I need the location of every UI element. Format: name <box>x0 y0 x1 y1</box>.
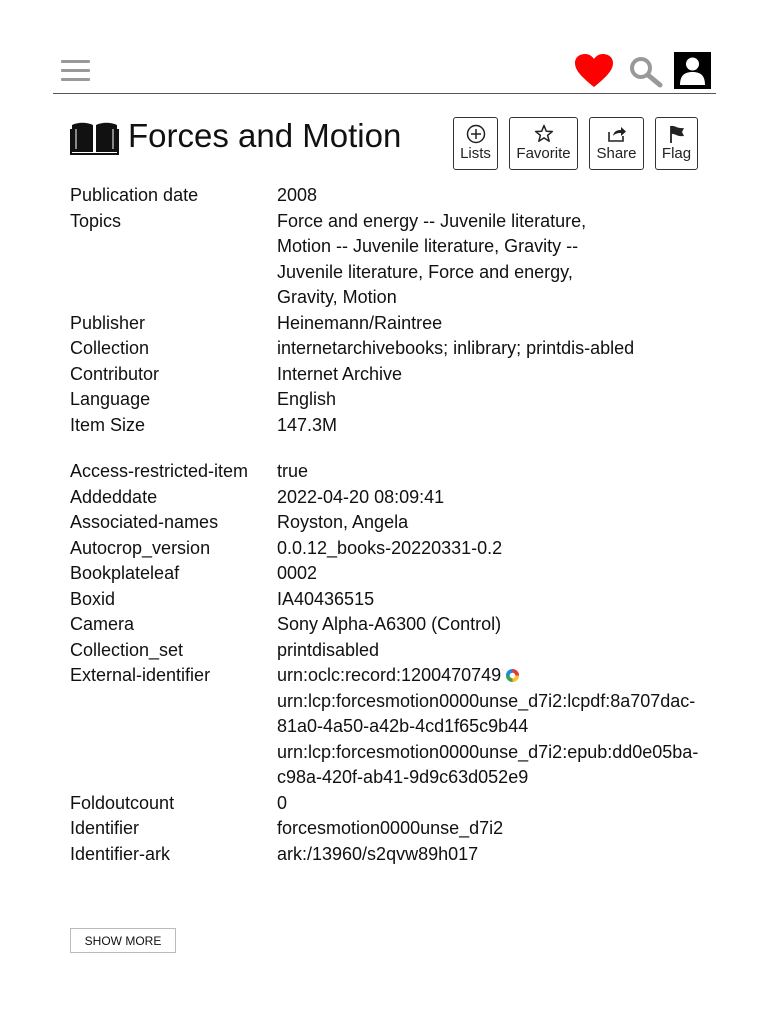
metadata-row-contributor <box>70 362 650 388</box>
metadata-row-external-identifier <box>70 663 699 791</box>
metadata-key: Bookplateleaf <box>70 563 180 583</box>
metadata-row-associated-names <box>70 510 650 536</box>
metadata-key: Camera <box>70 614 135 634</box>
metadata-row-addeddate <box>70 485 650 511</box>
metadata-row-identifier <box>70 816 650 842</box>
metadata-key: Publication date <box>70 185 199 205</box>
metadata-value[interactable]: English <box>277 389 337 409</box>
metadata-value: 0 <box>277 792 288 813</box>
page-title: Forces and Motion <box>128 117 402 154</box>
share-button[interactable] <box>589 117 644 170</box>
metadata-row-language <box>70 387 650 413</box>
external-identifier-lcpdf: urn:lcp:forcesmotion0000unse_d7i2:lcpdf:8a707dac-81a0-4a50-a42b-4cd1f65c9b44 <box>277 690 696 736</box>
metadata-key: Foldoutcount <box>70 792 175 813</box>
metadata-value: printdisabled <box>277 639 380 660</box>
metadata-key: Addeddate <box>70 486 158 507</box>
heart-icon[interactable] <box>575 54 613 88</box>
metadata-value: true <box>277 461 309 481</box>
metadata-row-foldoutcount <box>70 791 650 817</box>
favorite-button-label: Favorite <box>516 145 571 162</box>
metadata-row-publisher <box>70 311 650 337</box>
metadata-row-identifier-ark <box>70 842 650 868</box>
metadata-row-publication-date <box>70 183 650 209</box>
metadata-key: Collection <box>70 338 150 358</box>
metadata-value: 0002 <box>277 563 318 583</box>
metadata-key: Item Size <box>70 414 146 435</box>
metadata-row-collection-set <box>70 638 650 664</box>
metadata-row-topics <box>70 209 650 311</box>
metadata-row-item-size <box>70 413 650 439</box>
flag-icon <box>667 124 687 144</box>
share-button-label: Share <box>596 145 637 162</box>
metadata-key: Collection_set <box>70 639 184 660</box>
oclc-icon[interactable] <box>505 668 520 683</box>
external-identifier-oclc <box>277 663 637 689</box>
metadata-row-collection <box>70 336 650 362</box>
metadata-value[interactable]: Force and energy -- Juvenile literature, Motion -- Juvenile literature, Gravity -- Juvenile literature, Force and energy, Gravity, Motion <box>277 210 587 307</box>
show-more-button[interactable]: SHOW MORE <box>70 928 176 953</box>
metadata-key: Identifier <box>70 818 140 838</box>
metadata-value <box>277 663 699 791</box>
hamburger-icon[interactable] <box>61 59 91 83</box>
metadata-key: Identifier-ark <box>70 843 171 864</box>
metadata-value: 147.3M <box>277 414 338 435</box>
metadata-key: Publisher <box>70 312 146 333</box>
metadata-value[interactable]: internetarchivebooks; inlibrary; printdis-abled <box>277 338 635 358</box>
metadata-value: Royston, Angela <box>277 512 409 532</box>
star-icon <box>534 124 554 144</box>
metadata-key: Contributor <box>70 363 160 384</box>
lists-button-label: Lists <box>460 145 491 162</box>
metadata-value: ark:/13960/s2qvw89h017 <box>277 843 479 864</box>
metadata-value: Sony Alpha-A6300 (Control) <box>277 614 502 634</box>
book-icon <box>70 121 119 155</box>
lists-button[interactable] <box>453 117 498 170</box>
metadata-value: 2008 <box>277 185 318 205</box>
user-icon[interactable] <box>674 52 711 89</box>
metadata-key: Access-restricted-item <box>70 461 249 481</box>
metadata-row-bookplateleaf <box>70 561 650 587</box>
metadata-row-camera <box>70 612 650 638</box>
metadata-value: 2022-04-20 08:09:41 <box>277 486 445 507</box>
plus-circle-icon <box>466 124 486 144</box>
external-identifier-epub: urn:lcp:forcesmotion0000unse_d7i2:epub:dd0e05ba-c98a-420f-ab41-9d9c63d052e9 <box>277 741 699 787</box>
metadata-row-autocrop-version <box>70 536 650 562</box>
metadata-key: Autocrop_version <box>70 537 211 558</box>
metadata-row-access-restricted-item <box>70 459 650 485</box>
metadata-key: External-identifier <box>70 665 211 685</box>
metadata-value[interactable]: Internet Archive <box>277 363 403 384</box>
favorite-button[interactable] <box>509 117 578 170</box>
share-icon <box>607 124 627 144</box>
metadata-key: Language <box>70 389 151 409</box>
metadata-spacer <box>70 438 650 459</box>
metadata-table <box>70 183 699 867</box>
metadata-key: Topics <box>70 210 122 231</box>
user-silhouette <box>674 52 711 89</box>
top-bar <box>53 50 716 94</box>
metadata-key: Associated-names <box>70 512 219 532</box>
flag-button[interactable] <box>655 117 698 170</box>
flag-button-label: Flag <box>661 145 692 162</box>
metadata-row-boxid <box>70 587 650 613</box>
metadata-key: Boxid <box>70 588 116 609</box>
item-title-row <box>70 113 710 175</box>
external-identifier-oclc-text: urn:oclc:record:1200470749 <box>277 665 502 685</box>
metadata-value: IA40436515 <box>277 588 375 609</box>
metadata-value: forcesmotion0000unse_d7i2 <box>277 818 504 838</box>
metadata-value: 0.0.12_books-20220331-0.2 <box>277 537 503 558</box>
metadata-value[interactable]: Heinemann/Raintree <box>277 312 443 333</box>
search-icon[interactable] <box>629 56 663 88</box>
